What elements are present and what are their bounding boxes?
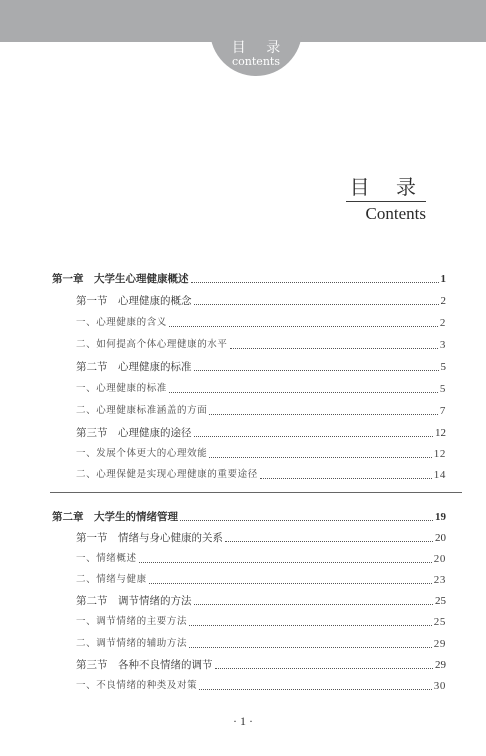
toc-page: 29 <box>435 659 446 671</box>
toc-leader <box>180 520 433 521</box>
page-number: · 1 · <box>233 714 253 728</box>
toc-section[interactable] <box>76 654 446 672</box>
toc-label: 一、心理健康的含义 <box>76 317 167 328</box>
toc-label: 一、情绪概述 <box>76 553 137 564</box>
toc-leader <box>169 392 438 393</box>
toc-item[interactable] <box>76 611 446 629</box>
toc-label: 一、心理健康的标准 <box>76 383 167 394</box>
toc-chapter-1[interactable] <box>52 268 446 286</box>
toc-leader <box>230 348 438 349</box>
toc-page: 25 <box>435 595 446 607</box>
toc-item[interactable] <box>76 400 446 418</box>
toc-leader <box>194 436 434 437</box>
toc-label: 第二章 大学生的情绪管理 <box>52 511 178 523</box>
page-heading <box>346 175 426 224</box>
toc-page: 23 <box>433 574 446 586</box>
toc-section[interactable] <box>76 590 446 608</box>
toc-chapter-2[interactable] <box>52 506 446 524</box>
toc-leader <box>189 625 432 626</box>
toc-leader <box>194 604 434 605</box>
toc-label: 二、调节情绪的辅助方法 <box>76 638 188 649</box>
toc-page: 5 <box>440 361 446 373</box>
toc-section[interactable] <box>76 356 446 374</box>
toc-page: 2 <box>440 295 446 307</box>
toc-leader <box>194 304 439 305</box>
toc-page: 20 <box>435 532 446 544</box>
toc-item[interactable] <box>76 569 446 587</box>
toc-leader <box>169 326 438 327</box>
toc-page: 14 <box>433 469 446 481</box>
toc-leader <box>189 647 432 648</box>
toc-leader <box>215 668 434 669</box>
toc-leader <box>209 457 431 458</box>
toc-label: 第三节 各种不良情绪的调节 <box>76 659 213 671</box>
toc-label: 一、发展个体更大的心理效能 <box>76 448 208 459</box>
chapter-divider <box>50 492 462 493</box>
toc-label: 二、心理健康标准涵盖的方面 <box>76 405 208 416</box>
toc-section[interactable] <box>76 422 446 440</box>
toc-leader <box>191 282 439 283</box>
toc-item[interactable] <box>76 464 446 482</box>
toc-item[interactable] <box>76 443 446 461</box>
toc-leader <box>194 370 439 371</box>
toc-label: 一、调节情绪的主要方法 <box>76 616 188 627</box>
toc-item[interactable] <box>76 334 446 352</box>
toc-page: 7 <box>439 405 446 417</box>
page-subtitle: Contents <box>365 204 426 223</box>
toc-label: 第二节 心理健康的标准 <box>76 361 192 373</box>
toc-leader <box>209 414 438 415</box>
toc-page: 30 <box>433 680 446 692</box>
toc-label: 第一节 心理健康的概念 <box>76 295 192 307</box>
toc-page: 12 <box>433 448 446 460</box>
toc-leader <box>260 478 432 479</box>
toc-item[interactable] <box>76 312 446 330</box>
toc-page: 5 <box>439 383 446 395</box>
page-title: 目 录 <box>346 175 426 202</box>
toc-page: 29 <box>433 638 446 650</box>
toc-label: 第一节 情绪与身心健康的关系 <box>76 532 223 544</box>
toc-leader <box>149 583 432 584</box>
toc-label: 第一章 大学生心理健康概述 <box>52 273 189 285</box>
toc-page: 2 <box>439 317 446 329</box>
toc-leader <box>225 541 433 542</box>
toc-label: 第三节 心理健康的途径 <box>76 427 192 439</box>
toc-page: 20 <box>433 553 446 565</box>
toc-page: 1 <box>440 273 446 285</box>
toc-leader <box>139 562 432 563</box>
header-tab <box>210 30 302 76</box>
toc-section[interactable] <box>76 527 446 545</box>
toc-item[interactable] <box>76 378 446 396</box>
toc-page: 19 <box>435 511 446 523</box>
toc-item[interactable] <box>76 548 446 566</box>
toc-label: 二、心理保健是实现心理健康的重要途径 <box>76 469 258 480</box>
toc-label: 一、不良情绪的种类及对策 <box>76 680 198 691</box>
toc-section[interactable] <box>76 290 446 308</box>
toc-page: 25 <box>433 616 446 628</box>
toc-label: 二、情绪与健康 <box>76 574 147 585</box>
toc-page: 12 <box>435 427 446 439</box>
toc-page: 3 <box>439 339 446 351</box>
toc-label: 二、如何提高个体心理健康的水平 <box>76 339 228 350</box>
toc-item[interactable] <box>76 675 446 693</box>
header-tab-subtitle: contents <box>232 55 280 68</box>
toc-label: 第二节 调节情绪的方法 <box>76 595 192 607</box>
header-tab-title: 目 录 <box>231 40 289 56</box>
toc-leader <box>199 689 432 690</box>
toc-item[interactable] <box>76 633 446 651</box>
